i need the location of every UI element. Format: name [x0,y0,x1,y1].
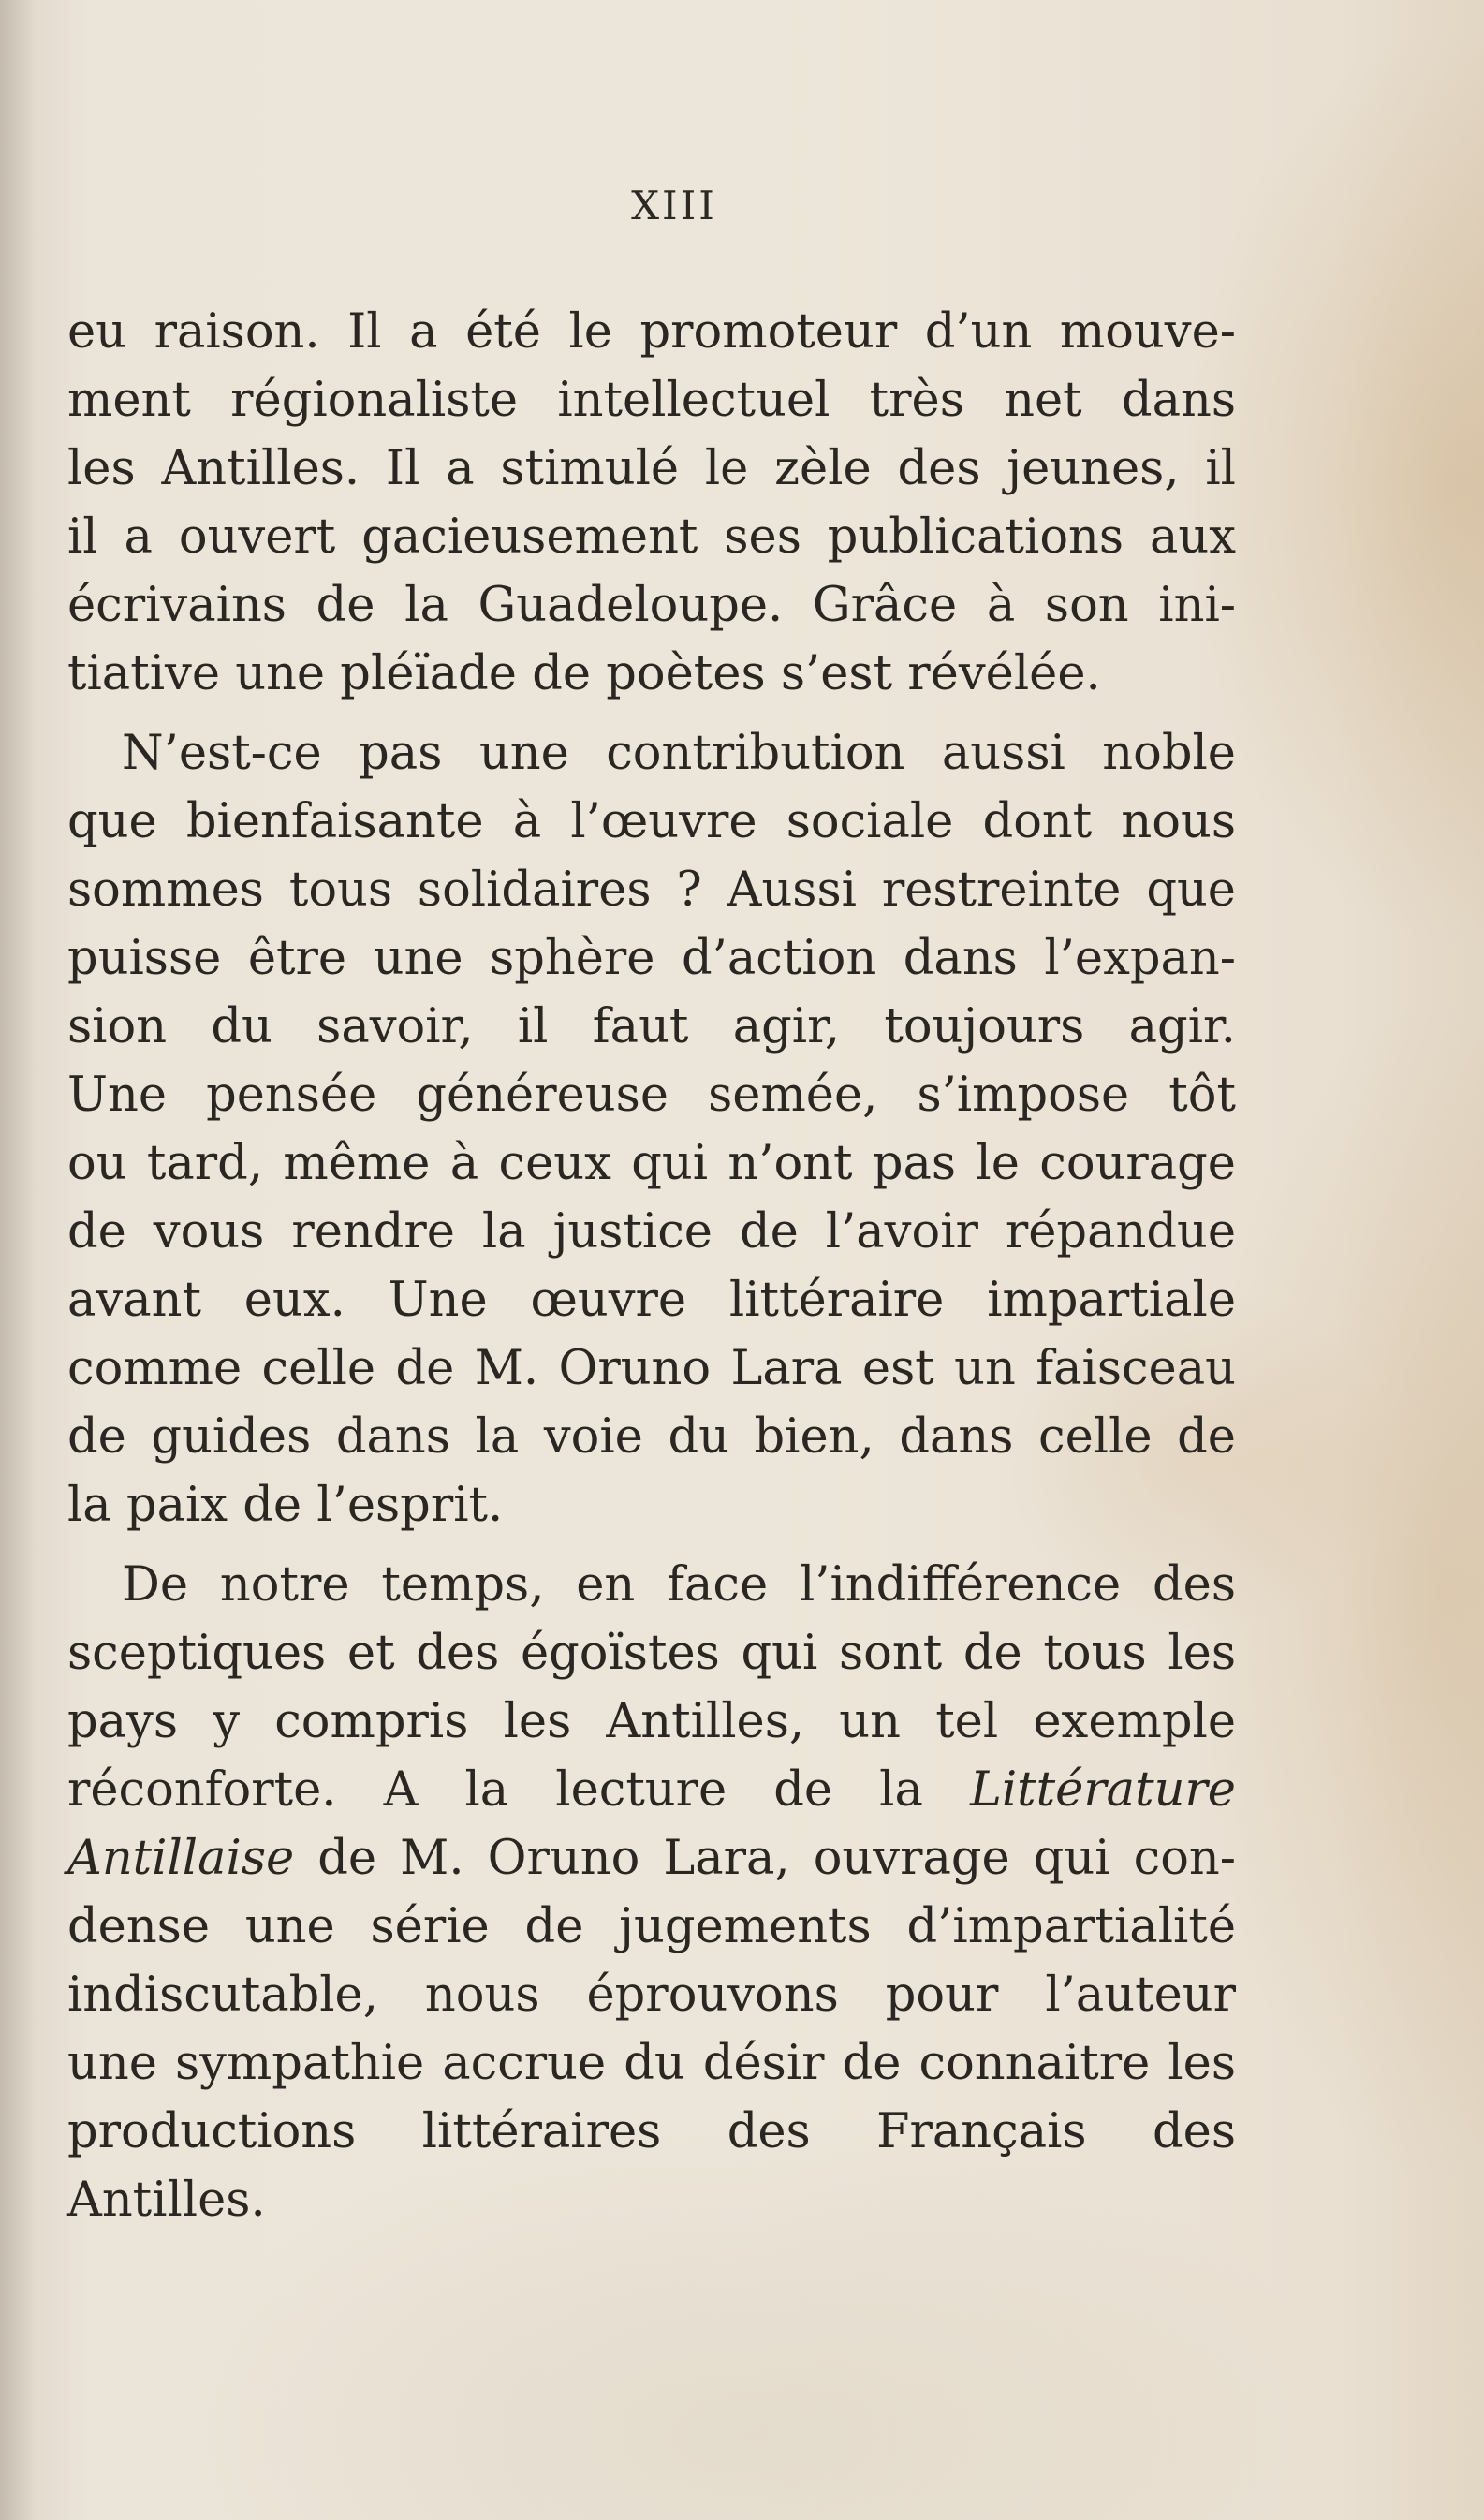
text-line: il a ouvert gacieusement ses publications aux [67,509,1236,565]
text-line: Antilles. [67,2173,266,2228]
book-title-part-1: Littérature [969,1762,1236,1818]
text-line: sceptiques et des égoïstes qui sont de tous les [67,1626,1236,1681]
text-line: De notre temps, en face l’indifférence des [122,1557,1236,1613]
text-line: comme celle de M. Oruno Lara est un faisceau [67,1341,1236,1396]
text-line: la paix de l’esprit. [67,1478,504,1533]
spine-shadow [0,0,36,2520]
text-line: écrivains de la Guadeloupe. Grâce à son ini- [67,578,1236,633]
text-line: avant eux. Une œuvre littéraire impartiale [67,1273,1236,1328]
text-line: sion du savoir, il faut agir, toujours agir. [67,999,1236,1054]
text-line: les Antilles. Il a stimulé le zèle des jeunes, il [67,441,1236,496]
book-title-part-2: Antillaise [67,1831,295,1886]
text-line: de vous rendre la justice de l’avoir répandue [67,1204,1236,1260]
text-line: indiscutable, nous éprouvons pour l’auteur [67,1967,1236,2023]
text-line: ou tard, même à ceux qui n’ont pas le courage [67,1136,1236,1191]
body-text [67,298,1236,2246]
text-line: Une pensée généreuse semée, s’impose tôt [67,1068,1236,1123]
text-line: eu raison. Il a été le promoteur d’un mouve- [67,304,1236,360]
text-line: dense une série de jugements d’impartialité [67,1899,1236,1954]
paragraph-1 [67,298,1236,708]
text-line: tiative une pléïade de poètes s’est révélée. [67,646,1101,701]
paragraph-2 [67,719,1236,1540]
text-line: sommes tous solidaires ? Aussi restreinte que [67,862,1236,918]
text-line: puisse être une sphère d’action dans l’expan- [67,931,1236,986]
paragraph-3 [67,1551,1236,2234]
text-line [67,1756,1236,1824]
text-line: de guides dans la voie du bien, dans celle de [67,1409,1236,1465]
page-number: XIII [631,183,717,228]
text-segment: réconforte. A la lecture de la [67,1762,970,1818]
text-line: pays y compris les Antilles, un tel exemple [67,1694,1236,1749]
text-line: productions littéraires des Français des [67,2104,1236,2159]
text-line: N’est-ce pas une contribution aussi noble [122,726,1236,781]
text-line: que bienfaisante à l’œuvre sociale dont nous [67,794,1236,849]
text-line: ment régionaliste intellectuel très net dans [67,373,1236,428]
text-line [67,1824,1236,1893]
text-line: une sympathie accrue du désir de connaitre les [67,2036,1236,2091]
text-segment: de M. Oruno Lara, ouvrage qui con- [294,1831,1236,1886]
